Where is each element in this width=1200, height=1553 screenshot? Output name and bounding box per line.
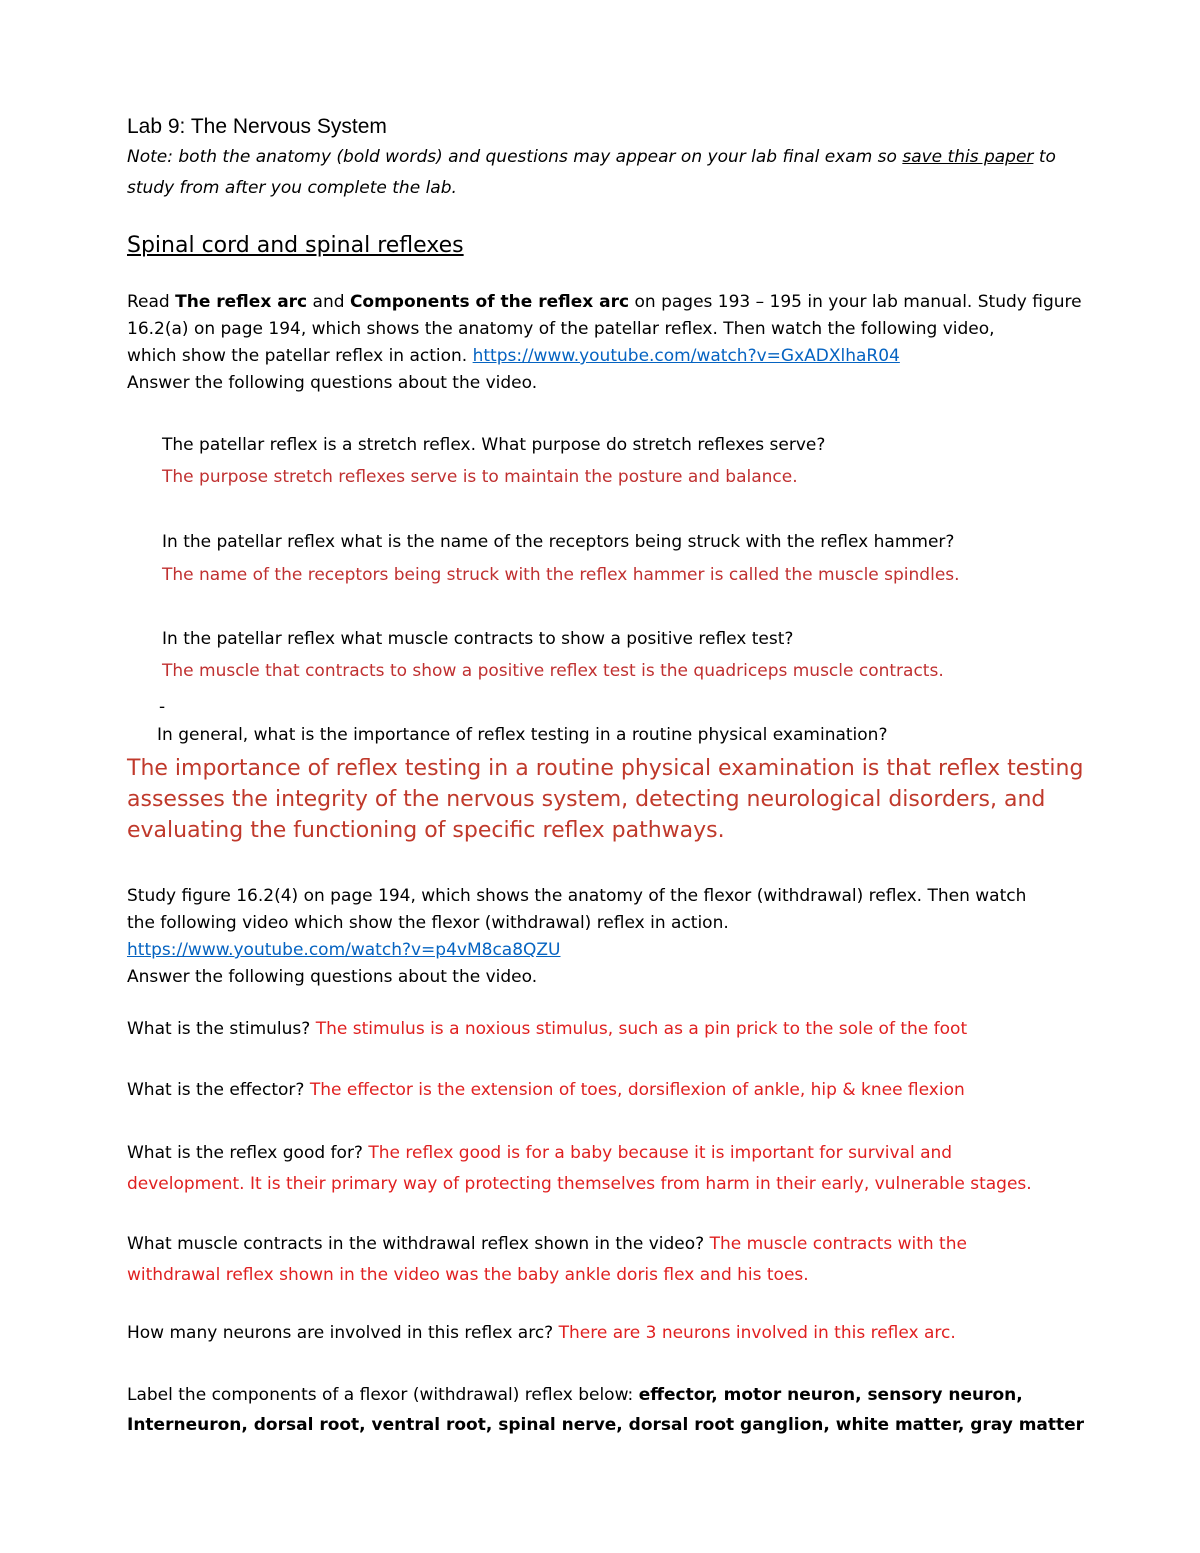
read-paragraph	[127, 289, 1087, 397]
neurons-answer: There are 3 neurons involved in this reflex arc.	[558, 1323, 956, 1343]
neurons-line	[127, 1320, 1087, 1347]
read-bold-1: The reflex arc	[175, 292, 308, 312]
answer-prompt-1: Answer the following questions about the video.	[127, 373, 538, 393]
effector-question: What is the effector?	[127, 1080, 310, 1100]
label-paragraph	[127, 1380, 1087, 1440]
note-prefix: Note: both the anatomy (bold words) and questions may appear on your lab final exam so	[127, 147, 903, 167]
patellar-video-link[interactable]: https://www.youtube.com/watch?v=GxADXlhaR04	[472, 346, 900, 366]
page-title: Lab 9: The Nervous System	[127, 115, 387, 138]
reflex-good-paragraph	[127, 1138, 1087, 1200]
reflex-good-question: What is the reflex good for?	[127, 1143, 369, 1163]
reflex-good-answer-2: development. It is their primary way of protecting themselves from harm in their early, vulnerable stages.	[127, 1174, 1032, 1194]
muscle-answer-2: withdrawal reflex shown in the video was the baby ankle doris flex and his toes.	[127, 1265, 809, 1285]
note-line2: study from after you complete the lab.	[127, 178, 457, 198]
read-and: and	[307, 292, 350, 312]
question-1: The patellar reflex is a stretch reflex. What purpose do stretch reflexes serve?	[162, 435, 826, 455]
effector-line	[127, 1077, 1087, 1104]
answer-4-line3: evaluating the functioning of specific reflex pathways.	[127, 818, 725, 843]
answer-1: The purpose stretch reflexes serve is to maintain the posture and balance.	[162, 467, 798, 487]
answer-4-line2: assesses the integrity of the nervous system, detecting neurological disorders, and	[127, 787, 1046, 812]
read-prefix: Read	[127, 292, 176, 312]
question-2: In the patellar reflex what is the name of the receptors being struck with the reflex hammer?	[162, 532, 955, 552]
study-line1: Study figure 16.2(4) on page 194, which shows the anatomy of the flexor (withdrawal) reflex. Then watch	[127, 886, 1027, 906]
study-line2: the following video which show the flexor (withdrawal) reflex in action.	[127, 913, 729, 933]
note-suffix: to	[1033, 147, 1056, 167]
effector-answer: The effector is the extension of toes, dorsiflexion of ankle, hip & knee flexion	[309, 1080, 965, 1100]
read-bold-2: Components of the reflex arc	[349, 292, 630, 312]
muscle-paragraph	[127, 1229, 1087, 1291]
read-line2: 16.2(a) on page 194, which shows the anatomy of the patellar reflex. Then watch the following video,	[127, 319, 995, 339]
read-suffix: on pages 193 – 195 in your lab manual. Study figure	[629, 292, 1082, 312]
note-underlined: save this paper	[902, 147, 1034, 167]
note-paragraph	[127, 142, 1087, 204]
stimulus-answer: The stimulus is a noxious stimulus, such as a pin prick to the sole of the foot	[315, 1019, 968, 1039]
reflex-good-answer-1: The reflex good is for a baby because it is important for survival and	[368, 1143, 953, 1163]
stimulus-line	[127, 1016, 1087, 1043]
read-line3: which show the patellar reflex in action.	[127, 346, 473, 366]
answer-2: The name of the receptors being struck with the reflex hammer is called the muscle spindles.	[162, 565, 960, 585]
label-terms-1: effector, motor neuron, sensory neuron,	[638, 1385, 1023, 1405]
study-paragraph	[127, 883, 1087, 991]
label-prefix: Label the components of a flexor (withdrawal) reflex below:	[127, 1385, 639, 1405]
neurons-question: How many neurons are involved in this reflex arc?	[127, 1323, 559, 1343]
dash-marker: -	[159, 697, 166, 717]
question-4: In general, what is the importance of reflex testing in a routine physical examination?	[157, 725, 888, 745]
answer-prompt-2: Answer the following questions about the video.	[127, 967, 538, 987]
label-terms-2: Interneuron, dorsal root, ventral root, spinal nerve, dorsal root ganglion, white matter, gray matter	[127, 1415, 1085, 1435]
section-heading: Spinal cord and spinal reflexes	[127, 233, 464, 258]
muscle-question: What muscle contracts in the withdrawal reflex shown in the video?	[127, 1234, 710, 1254]
flexor-video-link[interactable]: https://www.youtube.com/watch?v=p4vM8ca8QZU	[127, 940, 561, 960]
answer-4	[127, 753, 1087, 846]
muscle-answer-1: The muscle contracts with the	[709, 1234, 967, 1254]
stimulus-question: What is the stimulus?	[127, 1019, 316, 1039]
answer-4-line1: The importance of reflex testing in a routine physical examination is that reflex testing	[127, 756, 1084, 781]
answer-3: The muscle that contracts to show a positive reflex test is the quadriceps muscle contracts.	[162, 661, 944, 681]
question-3: In the patellar reflex what muscle contracts to show a positive reflex test?	[162, 629, 794, 649]
